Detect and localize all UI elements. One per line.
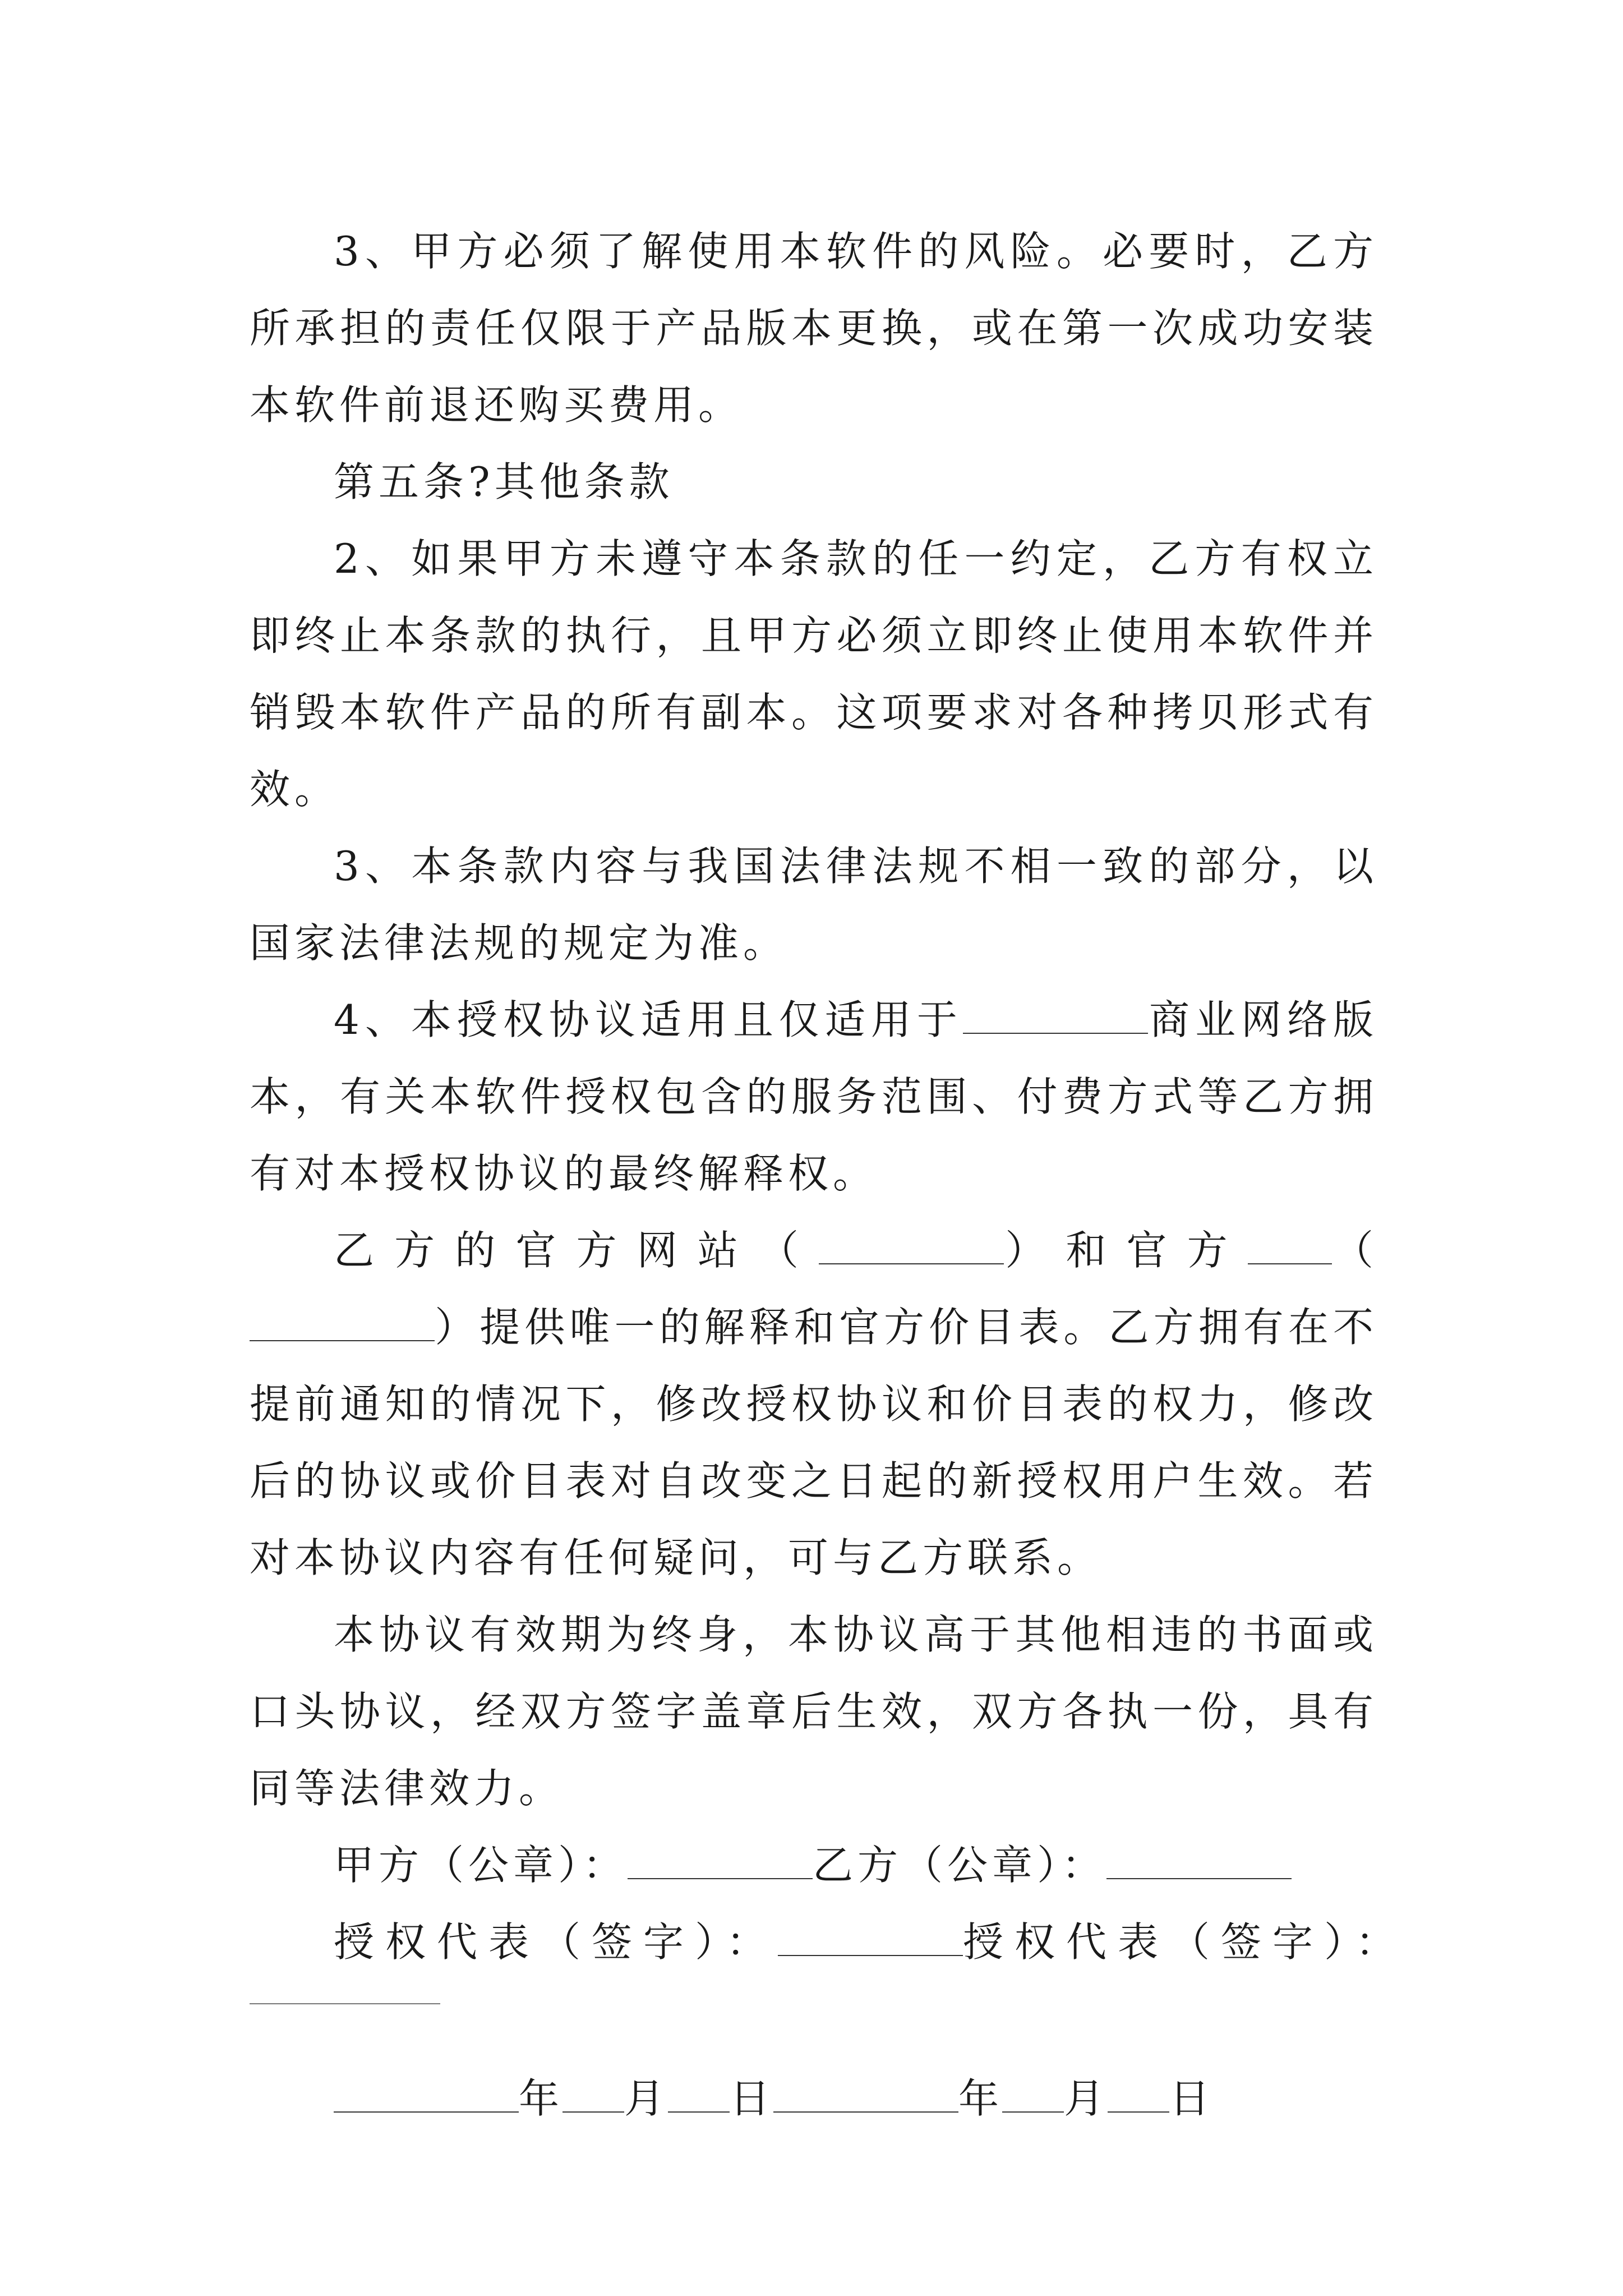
scope-text-a: 4、本授权协议适用且仅适用于 <box>334 996 963 1043</box>
official-text-d: ）提供唯一的解释和官方价目表。乙方拥有在不提前通知的情况下，修改授权协议和价目表的权力，修改后的协议或价目表对自改变之日起的新授权用户生效。若对本协议内容有任何疑问，可与乙方联系。 <box>250 1304 1378 1581</box>
date-line <box>250 2060 1378 2137</box>
party-b-year-label: 年 <box>958 2075 1003 2122</box>
party-b-month-label: 月 <box>1064 2075 1108 2122</box>
party-b-year-blank <box>773 2078 958 2113</box>
product-name-blank <box>963 999 1148 1034</box>
channel-detail-blank <box>250 1306 435 1341</box>
party-b-day-blank <box>1108 2078 1169 2113</box>
paragraph-law-precedence: 3、本条款内容与我国法律法规不相一致的部分，以国家法律法规的规定为准。 <box>250 843 1378 967</box>
official-text-b: ）和官方 <box>1004 1227 1248 1274</box>
party-b-rep-label: 授权代表（签字）： <box>963 1918 1408 1966</box>
paragraph-scope <box>250 982 1378 1212</box>
party-a-seal-blank <box>628 1844 813 1879</box>
representative-line <box>250 1904 1408 1981</box>
party-b-seal-label: 乙方（公章）： <box>813 1842 1107 1889</box>
paragraph-termination: 2、如果甲方未遵守本条款的任一约定，乙方有权立即终止本条款的执行，且甲方必须立即终止使用本软件并销毁本软件产品的所有副本。这项要求对各种拷贝形式有效。 <box>250 535 1378 813</box>
party-a-seal-label: 甲方（公章）： <box>334 1842 628 1889</box>
party-a-day-blank <box>668 2078 730 2113</box>
party-a-rep-blank <box>778 1921 963 1956</box>
official-text-a: 乙方的官方网站（ <box>334 1227 819 1274</box>
official-channel-blank <box>1248 1230 1332 1264</box>
party-a-month-blank <box>562 2078 624 2113</box>
paragraph-official-site <box>250 1212 1378 1596</box>
scope-text-b: 商业网络版本，有关本软件授权包含的服务范围、付费方式等乙方拥有对本授权协议的最终解释权。 <box>250 996 1378 1197</box>
party-a-month-label: 月 <box>624 2075 668 2122</box>
party-b-day-label: 日 <box>1169 2075 1214 2122</box>
party-b-month-blank <box>1002 2078 1064 2113</box>
official-text-c: （ <box>1331 1227 1378 1274</box>
party-b-seal-blank <box>1106 1844 1292 1879</box>
party-b-rep-blank <box>250 1986 440 2004</box>
party-a-rep-label: 授权代表（签字）： <box>334 1918 778 1966</box>
party-a-year-label: 年 <box>519 2075 563 2122</box>
party-a-year-blank <box>334 2078 519 2113</box>
party-a-day-label: 日 <box>730 2075 774 2122</box>
document-body <box>250 213 1408 2137</box>
website-blank <box>819 1230 1004 1264</box>
paragraph-risk: 3、甲方必须了解使用本软件的风险。必要时，乙方所承担的责任仅限于产品版本更换，或在第一次成功安装本软件前退还购买费用。 <box>250 228 1378 429</box>
paragraph-validity: 本协议有效期为终身，本协议高于其他相违的书面或口头协议，经双方签字盖章后生效，双方各执一份，具有同等法律效力。 <box>250 1611 1378 1812</box>
seal-line <box>250 1827 1378 1904</box>
section-heading-article-5: 第五条?其他条款 <box>334 458 674 505</box>
